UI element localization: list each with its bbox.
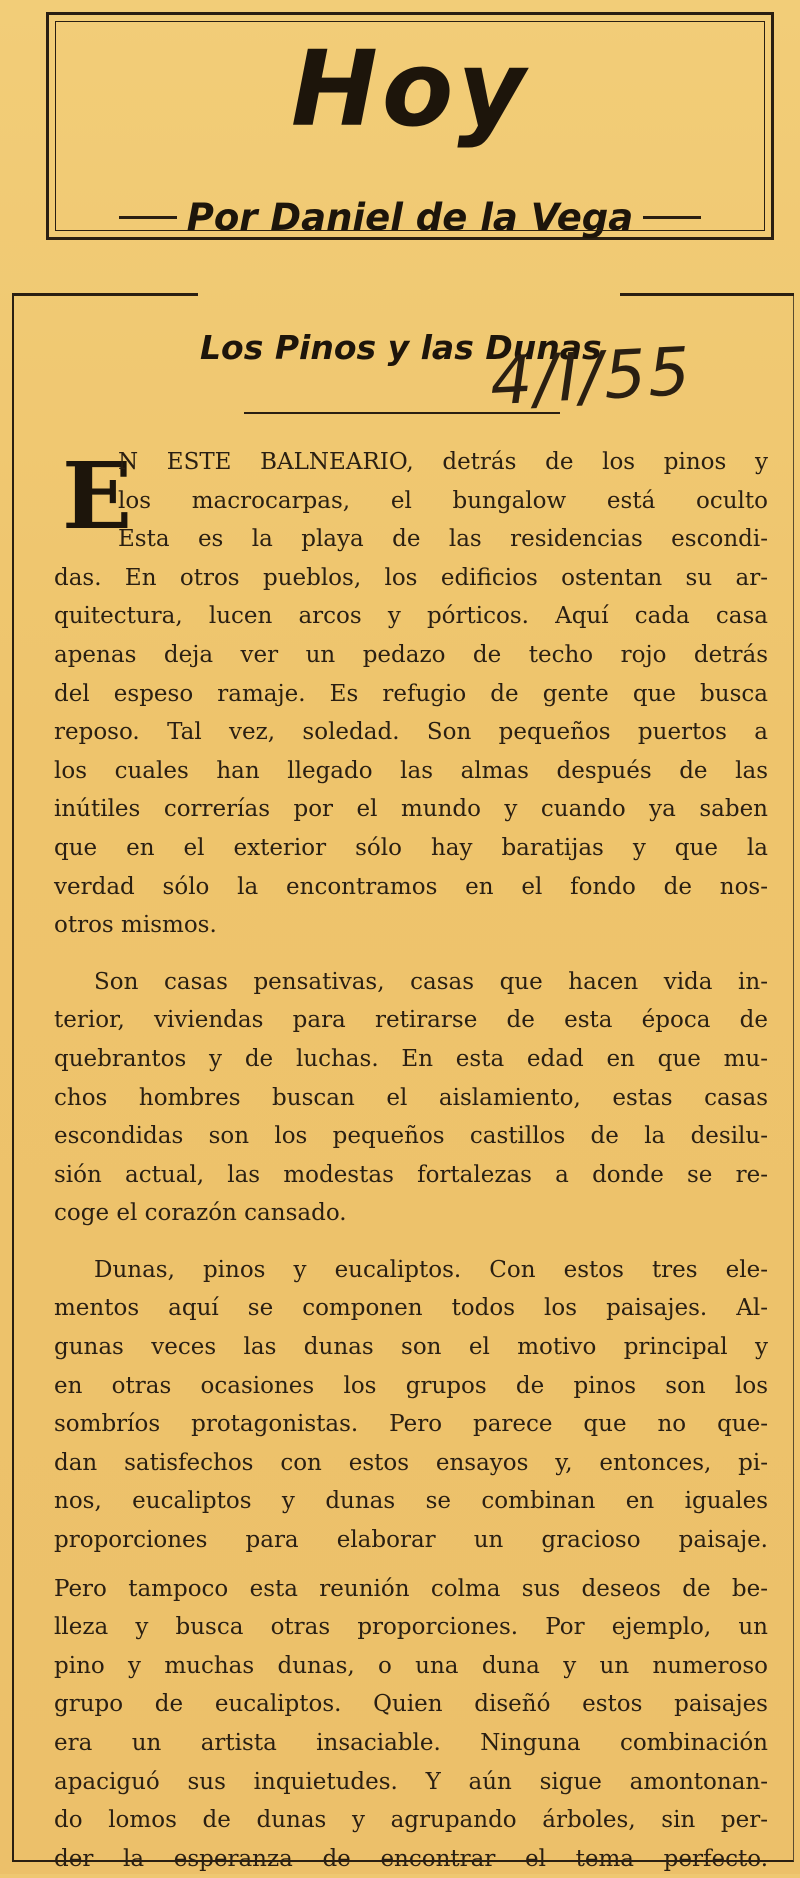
paragraph-3 bbox=[54, 1251, 768, 1560]
text-line: do lomos de dunas y agrupando árboles, sin per- bbox=[54, 1807, 768, 1834]
text-line: verdad sólo la encontramos en el fondo de nos- bbox=[54, 873, 768, 900]
drop-cap: E bbox=[62, 442, 133, 550]
text-line: que en el exterior sólo hay baratijas y que la bbox=[54, 834, 768, 861]
column-title: Hoy bbox=[290, 28, 530, 150]
text-line: reposo. Tal vez, soledad. Son pequeños puertos a bbox=[54, 719, 768, 746]
byline bbox=[109, 197, 711, 237]
text-line: quitectura, lucen arcos y pórticos. Aquí cada casa bbox=[54, 603, 768, 630]
byline-rule-left bbox=[119, 216, 177, 219]
text-line: quebrantos y de luchas. En esta edad en que mu- bbox=[54, 1045, 768, 1072]
paragraph-4 bbox=[54, 1570, 768, 1878]
text-line: coge el corazón cansado. bbox=[54, 1200, 347, 1227]
paragraph-1 bbox=[54, 443, 768, 945]
text-line: inútiles correrías por el mundo y cuando ya saben bbox=[54, 796, 768, 823]
text-line: sión actual, las modestas fortalezas a donde se re- bbox=[54, 1161, 768, 1188]
text-line: Pero tampoco esta reunión colma sus deseos de be- bbox=[54, 1575, 768, 1602]
text-line: Son casas pensativas, casas que hacen vida in- bbox=[94, 968, 768, 995]
text-line: en otras ocasiones los grupos de pinos son los bbox=[54, 1372, 768, 1399]
text-line: Dunas, pinos y eucaliptos. Con estos tres ele- bbox=[94, 1256, 768, 1283]
text-line: los macrocarpas, el bungalow está oculto bbox=[118, 487, 768, 514]
text-line: los cuales han llegado las almas después de las bbox=[54, 757, 768, 784]
text-line: N ESTE BALNEARIO, detrás de los pinos y bbox=[118, 449, 768, 475]
article-subtitle: Los Pinos y las Dunas bbox=[200, 328, 602, 367]
text-line: der la esperanza de encontrar el tema perfecto. bbox=[54, 1845, 768, 1872]
text-line: nos, eucaliptos y dunas se combinan en iguales bbox=[54, 1488, 768, 1515]
byline-rule-right bbox=[643, 216, 701, 219]
text-line: das. En otros pueblos, los edificios ostentan su ar- bbox=[54, 564, 768, 591]
text-line: proporciones para elaborar un gracioso paisaje. bbox=[54, 1527, 768, 1554]
header-box bbox=[46, 12, 774, 240]
text-line: era un artista insaciable. Ninguna combinación bbox=[54, 1730, 768, 1756]
handwritten-date: 4/I/55 bbox=[488, 332, 694, 421]
text-line: pino y muchas dunas, o una duna y un numeroso bbox=[54, 1652, 768, 1679]
article-body bbox=[54, 443, 768, 1878]
text-line: grupo de eucaliptos. Quien diseñó estos paisajes bbox=[54, 1691, 768, 1718]
text-line: chos hombres buscan el aislamiento, estas casas bbox=[54, 1084, 768, 1111]
text-line: otros mismos. bbox=[54, 912, 217, 939]
text-line: lleza y busca otras proporciones. Por ejemplo, un bbox=[54, 1614, 768, 1641]
text-line: dan satisfechos con estos ensayos y, entonces, pi- bbox=[54, 1449, 768, 1476]
text-line: sombríos protagonistas. Pero parece que no que- bbox=[54, 1411, 768, 1438]
text-line: gunas veces las dunas son el motivo principal y bbox=[54, 1334, 768, 1361]
text-line: escondidas son los pequeños castillos de la desilu- bbox=[54, 1123, 768, 1150]
text-line: apaciguó sus inquietudes. Y aún sigue amontonan- bbox=[54, 1768, 768, 1795]
byline-text: Por Daniel de la Vega bbox=[186, 195, 634, 239]
paragraph-2 bbox=[54, 963, 768, 1233]
text-line: del espeso ramaje. Es refugio de gente que busca bbox=[54, 680, 768, 707]
text-line: mentos aquí se componen todos los paisajes. Al- bbox=[54, 1295, 768, 1322]
text-line: apenas deja ver un pedazo de techo rojo detrás bbox=[54, 641, 768, 668]
text-line: terior, viviendas para retirarse de esta época de bbox=[54, 1007, 768, 1034]
text-line: Esta es la playa de las residencias escondi- bbox=[118, 526, 768, 553]
